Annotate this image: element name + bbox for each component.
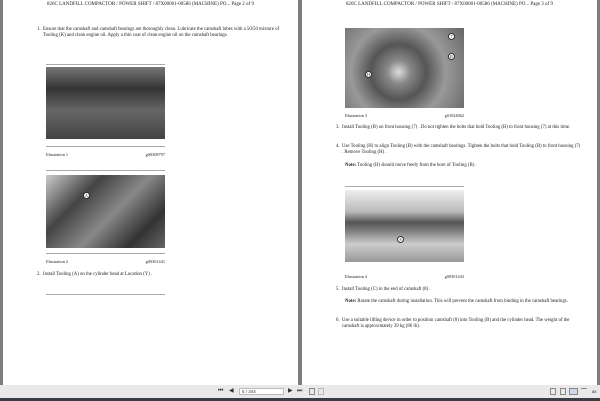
note-label: Note: — [345, 299, 357, 304]
continuous-view-icon[interactable] — [560, 388, 566, 395]
illustration-3-image — [345, 28, 464, 108]
illustration-1-image — [46, 67, 165, 139]
callout-b: B — [448, 53, 455, 60]
step-text: Use Tooling (H) to align Tooling (B) with the camshaft bearings. Tighten the bolts that hold Tooling (B) to front housing (7) . Remove Tooling (H) . — [342, 144, 581, 155]
caption-label: Illustration 4 — [345, 274, 368, 279]
step-6 — [336, 318, 581, 330]
step-number: 1. — [37, 27, 41, 32]
illustration-2-caption — [46, 259, 165, 264]
fit-width-icon[interactable] — [581, 388, 587, 395]
right-page — [302, 0, 597, 385]
step-text: Install Tooling (A) on the cylinder head at Location (Y) . — [43, 272, 153, 277]
divider — [345, 186, 464, 187]
step-number: 2. — [37, 272, 41, 277]
callout-8: 8 — [397, 236, 404, 243]
step-text: Use a suitable lifting device in order to position camshaft (8) into Tooling (B) and the cylinder head. The weight of the camshaft is approximately 39 kg (86 lb). — [342, 318, 570, 329]
note — [345, 163, 581, 169]
note-label: Note: — [345, 163, 357, 168]
select-icon[interactable] — [318, 388, 324, 395]
two-page-view-icon[interactable] — [569, 388, 578, 395]
step-number: 5. — [336, 287, 340, 292]
callout-h: H — [365, 71, 372, 78]
divider — [46, 64, 165, 65]
step-number: 4. — [336, 144, 340, 149]
caption-label: Illustration 2 — [46, 259, 69, 264]
caption-label: Illustration 3 — [345, 113, 368, 118]
navigation-toolbar — [0, 385, 600, 398]
prev-page-button[interactable]: ◀ — [229, 388, 234, 394]
caption-code: g01024862 — [444, 113, 464, 118]
step-number: 3. — [336, 125, 340, 130]
callout-7: 7 — [448, 33, 455, 40]
caption-code: g00308797 — [145, 152, 165, 157]
note — [345, 299, 581, 305]
step-text: Install Tooling (B) on front housing (7) . Do not tighten the bolts that hold Tooling (B) to front housing (7) at this time. — [342, 125, 571, 130]
illustration-3-caption — [345, 113, 464, 118]
illustration-4-image — [345, 190, 464, 262]
illustration-2-image — [46, 175, 165, 248]
page-number-input[interactable]: 5 / 344 — [239, 388, 284, 395]
step-2 — [37, 272, 282, 278]
zoom-level[interactable]: 88 — [592, 389, 597, 394]
step-text: Ensure that the camshaft and camshaft bearings are thoroughly clean. Lubricate the camshaft lobes with a 50/50 mixture of Tooling (K) and clean engine oil. Apply a thin coat of clean engine oil on the camshaft bearings. — [43, 27, 280, 38]
caption-code: g00301441 — [145, 259, 165, 264]
first-page-button[interactable]: ⏮ — [218, 388, 224, 394]
single-page-view-icon[interactable] — [550, 388, 556, 395]
step-4 — [336, 144, 581, 156]
step-1 — [37, 27, 282, 39]
callout-a: A — [83, 192, 90, 199]
step-5 — [336, 287, 581, 293]
divider — [46, 253, 165, 254]
note-text: Rotate the camshaft during installation. This will prevent the camshaft from binding in the camshaft bearings. — [356, 299, 568, 304]
next-page-button[interactable]: ▶ — [288, 388, 293, 394]
copy-icon[interactable] — [309, 388, 315, 395]
caption-code: g00301443 — [444, 274, 464, 279]
illustration-1-caption — [46, 152, 165, 157]
step-text: Install Tooling (C) in the end of camshaft (8) . — [342, 287, 431, 292]
page-header: 826C LANDFILL COMPACTOR / POWER SHIFT / 87X00001-00586 (MACHINE) PO... Page 3 of 9 — [346, 2, 553, 7]
note-text: Tooling (H) should move freely from the bore of Tooling (B) . — [356, 163, 477, 168]
divider — [46, 294, 165, 295]
divider — [46, 146, 165, 147]
left-page — [3, 0, 298, 385]
step-number: 6. — [336, 318, 340, 323]
page-header: 826C LANDFILL COMPACTOR / POWER SHIFT / 87X00001-00586 (MACHINE) PO... Page 2 of 9 — [47, 2, 254, 7]
caption-label: Illustration 1 — [46, 152, 69, 157]
divider — [46, 170, 165, 171]
step-3 — [336, 125, 581, 131]
illustration-4-caption — [345, 274, 464, 279]
last-page-button[interactable]: ⏭ — [297, 388, 303, 394]
